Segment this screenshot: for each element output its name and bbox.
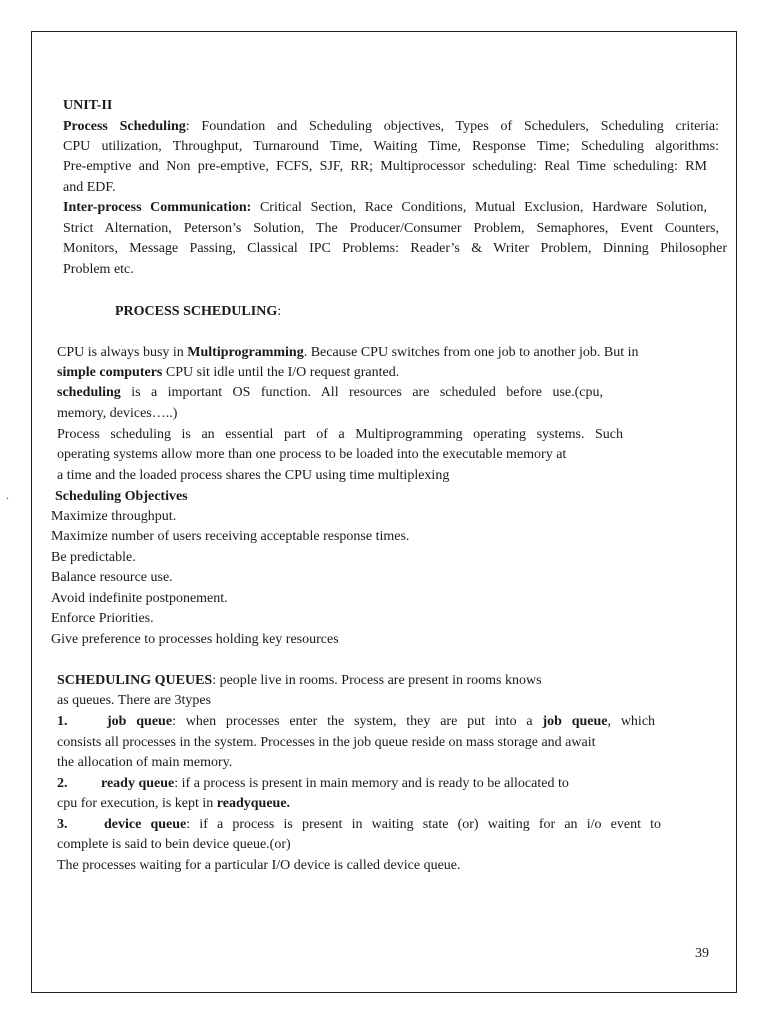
- ipc-line-2: Strict Alternation, Peterson’s Solution, The Producer/Consumer Problem, Semaphores, Event Counters,: [63, 221, 719, 236]
- process-scheduling-line-1: Process Scheduling: Foundation and Scheduling objectives, Types of Schedulers, Scheduling criteria:: [63, 119, 719, 134]
- process-scheduling-line-2: CPU utilization, Throughput, Turnaround Time, Waiting Time, Response Time; Scheduling algorithms:: [63, 139, 719, 154]
- intro-line-5: Process scheduling is an essential part of a Multiprogramming operating systems. Such: [57, 427, 623, 442]
- objective-item: Balance resource use.: [51, 570, 173, 585]
- process-scheduling-line-3: Pre-emptive and Non pre-emptive, FCFS, SJF, RR; Multiprocessor scheduling: Real Time scheduling: RM: [63, 159, 707, 174]
- objective-item: Avoid indefinite postponement.: [51, 591, 228, 606]
- intro-line-2: simple computers CPU sit idle until the I/O request granted.: [57, 365, 400, 380]
- ready-queue-line-2: cpu for execution, is kept in readyqueue.: [57, 796, 291, 811]
- ipc-line-4: Problem etc.: [63, 262, 134, 277]
- queues-intro: as queues. There are 3types: [57, 693, 212, 708]
- intro-line-1: CPU is always busy in Multiprogramming. Because CPU switches from one job to another job. But in: [57, 345, 639, 360]
- device-queue-line-3: The processes waiting for a particular I/O device is called device queue.: [57, 858, 461, 873]
- objective-item: Enforce Priorities.: [51, 611, 154, 626]
- section-heading: PROCESS SCHEDULING:: [115, 304, 282, 319]
- objective-item: Be predictable.: [51, 550, 136, 565]
- unit-title: UNIT-II: [63, 98, 113, 113]
- device-queue-line-2: complete is said to bein device queue.(or): [57, 837, 291, 852]
- intro-line-6: operating systems allow more than one process to be loaded into the executable memory at: [57, 447, 567, 462]
- ipc-line-3: Monitors, Message Passing, Classical IPC Problems: Reader’s & Writer Problem, Dinning Philosopher: [63, 241, 727, 256]
- job-queue-line-3: the allocation of main memory.: [57, 755, 233, 770]
- margin-mark: .: [6, 488, 9, 502]
- process-scheduling-line-4: and EDF.: [63, 180, 116, 195]
- objective-item: Maximize number of users receiving acceptable response times.: [51, 529, 410, 544]
- queues-heading: SCHEDULING QUEUES: people live in rooms. Process are present in rooms knows: [57, 673, 542, 688]
- objective-item: Give preference to processes holding key resources: [51, 632, 339, 647]
- objective-item: Maximize throughput.: [51, 509, 177, 524]
- intro-line-7: a time and the loaded process shares the CPU using time multiplexing: [57, 468, 450, 483]
- page-number: 39: [695, 946, 709, 961]
- ipc-line-1: Inter-process Communication: Critical Section, Race Conditions, Mutual Exclusion, Hardware Solution,: [63, 200, 707, 215]
- ready-queue-line-1: 2. ready queue: if a process is present in main memory and is ready to be allocated to: [57, 776, 569, 791]
- device-queue-line-1: 3. device queue: if a process is present in waiting state (or) waiting for an i/o event to: [57, 817, 661, 832]
- job-queue-line-2: consists all processes in the system. Processes in the job queue reside on mass storage and await: [57, 735, 596, 750]
- job-queue-line-1: 1. job queue: when processes enter the system, they are put into a job queue, which: [57, 714, 656, 729]
- objectives-heading: Scheduling Objectives: [55, 489, 188, 504]
- intro-line-3: scheduling is a important OS function. All resources are scheduled before use.(cpu,: [57, 385, 603, 400]
- intro-line-4: memory, devices…..): [57, 406, 178, 421]
